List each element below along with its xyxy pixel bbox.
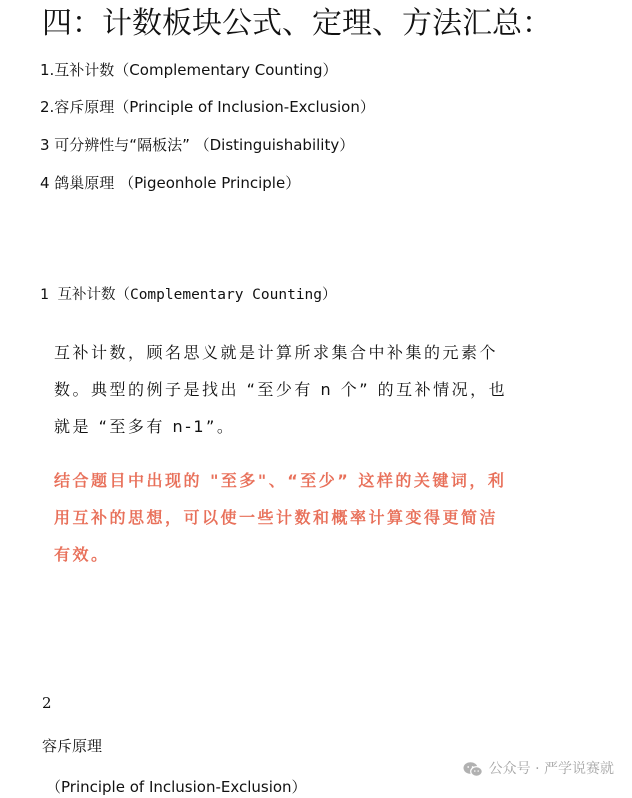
wechat-icon [463,761,483,778]
toc-item-pigeonhole: 4 鸽巢原理 （Pigeonhole Principle） [40,174,301,192]
body-line: 数。典型的例子是找出 “至少有 n 个” 的互补情况，也 [54,380,508,399]
toc-item-distinguishability: 3 可分辨性与“隔板法” （Distinguishability） [40,136,355,154]
section-2-subtitle: （Principle of Inclusion-Exclusion） [46,778,307,796]
section-1-highlight [54,462,534,573]
page-title: 四：计数板块公式、定理、方法汇总： [42,6,552,41]
section-1-heading: 1 互补计数（Complementary Counting） [40,287,337,303]
body-line: 互补计数，顾名思义就是计算所求集合中补集的元素个 [54,343,499,362]
toc-item-complementary-counting: 1.互补计数（Complementary Counting） [40,61,338,79]
watermark-text: 公众号 · 严学说赛就 [488,761,614,777]
section-1-body [54,334,534,445]
highlight-line: 结合题目中出现的 "至多"、“至少” 这样的关键词，利 [54,471,507,490]
watermark [463,758,614,780]
section-2-number: 2 [42,694,52,712]
body-line: 就是 “至多有 n-1”。 [54,417,236,436]
highlight-line: 有效。 [54,545,110,564]
toc-item-inclusion-exclusion: 2.容斥原理（Principle of Inclusion-Exclusion） [40,98,375,116]
highlight-line: 用互补的思想，可以使一些计数和概率计算变得更简洁 [54,508,499,527]
section-2-title: 容斥原理 [42,737,103,755]
